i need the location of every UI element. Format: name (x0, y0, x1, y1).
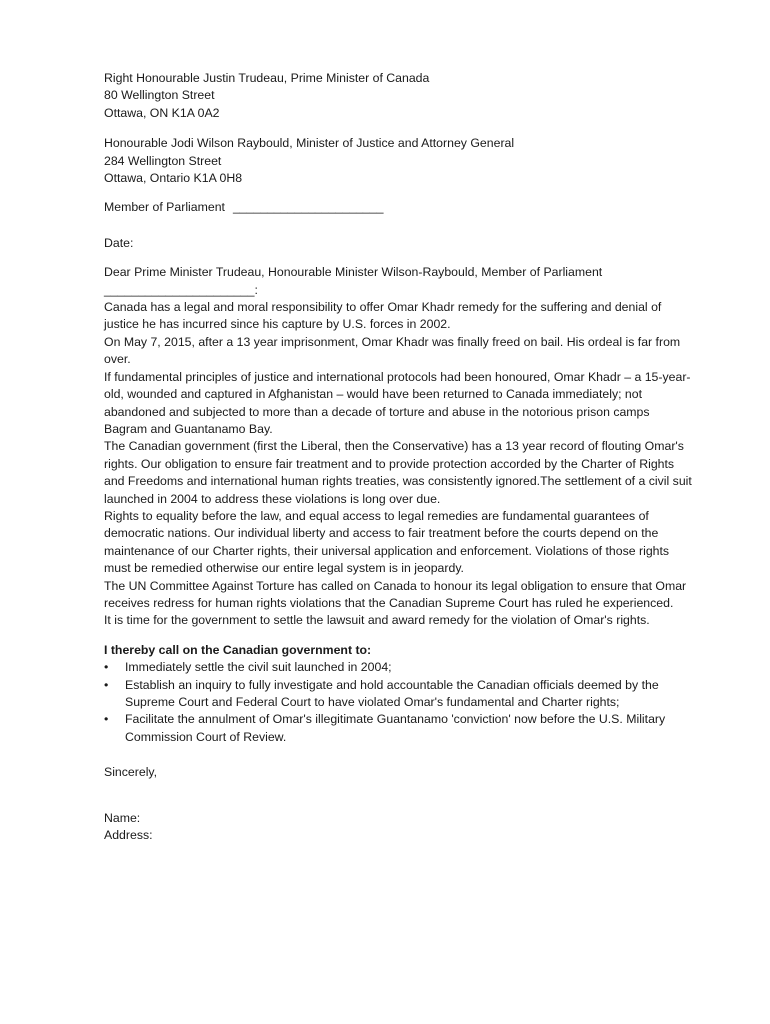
body-paragraph: It is time for the government to settle the lawsuit and award remedy for the violation of Omar's rights. (104, 613, 650, 628)
recipient-street: 80 Wellington Street (104, 88, 215, 103)
list-item (104, 659, 692, 676)
list-item (104, 711, 692, 746)
recipient-street: 284 Wellington Street (104, 153, 222, 168)
recipient-city: Ottawa, Ontario K1A 0H8 (104, 171, 243, 186)
recipient-name: Honourable Jodi Wilson Raybould, Minister of Justice and Attorney General (104, 136, 515, 151)
recipient-address-1 (104, 70, 692, 122)
salutation (104, 264, 692, 299)
recipient-address-2 (104, 135, 692, 187)
list-item (104, 677, 692, 712)
closing (104, 764, 692, 781)
recipient-city: Ottawa, ON K1A 0A2 (104, 105, 220, 120)
body-paragraph: The UN Committee Against Torture has called on Canada to honour its legal obligation to ensure that Omar receives redress for human rights violations that the Canadian Supreme Court has ruled he experienced. (104, 578, 687, 610)
bullet-icon: • (104, 677, 109, 692)
list-item-text: Establish an inquiry to fully investigate and hold accountable the Canadian officials deemed by the Supreme Court and Federal Court to have violated Omar's fundamental and Charter rights; (125, 677, 659, 709)
closing-text: Sincerely, (104, 765, 158, 780)
list-item-text: Facilitate the annulment of Omar's illegitimate Guantanamo 'conviction' now before the U.S. Military Commission Court of Review. (125, 712, 666, 744)
bullet-icon: • (104, 660, 109, 675)
bullet-icon: • (104, 712, 109, 727)
date-line (104, 235, 692, 252)
call-heading: I thereby call on the Canadian government to: (104, 642, 372, 657)
list-item-text: Immediately settle the civil suit launched in 2004; (125, 660, 392, 675)
salutation-text: Dear Prime Minister Trudeau, Honourable Minister Wilson-Raybould, Member of Parliament (104, 265, 603, 280)
body-paragraph: The Canadian government (first the Liberal, then the Conservative) has a 13 year record of flouting Omar's rights. Our obligation to ensure fair treatment and to provide protection accorded by the Charter of Rights and Freedoms and international human rights treaties, was consistently ignored.The settlement of a civil suit launched in 2004 to address these violations is long over due. (104, 439, 692, 506)
member-of-parliament-label: Member of Parliament (104, 200, 225, 215)
recipient-name: Right Honourable Justin Trudeau, Prime Minister of Canada (104, 71, 430, 85)
demands-list (104, 659, 692, 746)
member-of-parliament-blank: ______________________ (232, 200, 384, 215)
letter-page (104, 70, 692, 844)
body-paragraph: Rights to equality before the law, and equal access to legal remedies are fundamental guarantees of democratic nations. Our individual liberty and access to fair treatment before the courts depend on the maintenance of our Charter rights, their universal application and enforcement. Violations of those rights must be remedied otherwise our entire legal system is in jeopardy. (104, 508, 670, 576)
body-paragraph: Canada has a legal and moral responsibility to offer Omar Khadr remedy for the suffering and denial of justice he has incurred since his capture by U.S. forces in 2002. (104, 300, 662, 332)
name-label: Name: (104, 810, 141, 825)
signature-block (104, 810, 692, 845)
salutation-blank: ______________________: (104, 282, 258, 297)
call-to-action (104, 642, 692, 746)
member-of-parliament-line (104, 199, 692, 216)
date-label: Date: (104, 235, 134, 250)
body-paragraph: On May 7, 2015, after a 13 year imprisonment, Omar Khadr was finally freed on bail. His ordeal is far from over. (104, 334, 681, 367)
body-paragraph: If fundamental principles of justice and international protocols had been honoured, Omar Khadr – a 15-year-old, wounded and captured in Afghanistan – would have been returned to Canada immediately; not abandoned and subjected to more than a decade of torture and abuse in the notorious prison camps Bagram and Guantanamo Bay. (104, 369, 691, 436)
address-label: Address: (104, 828, 153, 843)
